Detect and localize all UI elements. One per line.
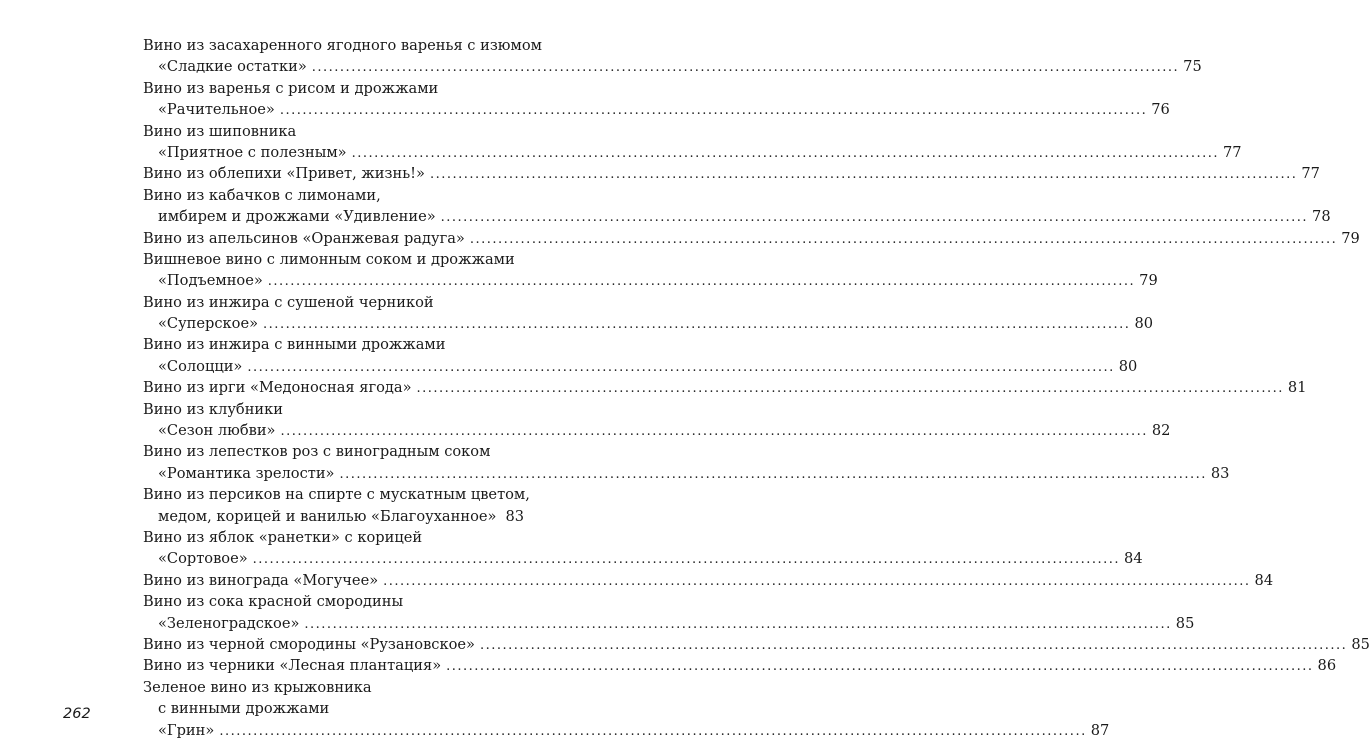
toc-entry-title-line: Вишневое вино с лимонным соком и дрожжами <box>143 250 515 268</box>
toc-page-number: 80 <box>1134 315 1154 333</box>
toc-entry-title-line: Вино из облепихи «Привет, жизнь!» <box>143 165 425 183</box>
toc-page-number: 76 <box>1151 101 1170 119</box>
toc-page-number: 83 <box>505 507 525 525</box>
toc-page-number: 84 <box>1124 550 1143 568</box>
toc-page-number: 80 <box>1118 357 1138 375</box>
toc-entry-title-line: «Рачительное» <box>158 101 275 119</box>
toc-page-number: 77 <box>1301 165 1320 183</box>
toc-entry-11 <box>143 399 1171 442</box>
dot-leader <box>441 207 1308 228</box>
dot-leader <box>253 549 1120 570</box>
toc-entry-title-line: Вино из инжира с сушеной черникой <box>143 293 434 311</box>
toc-entry-title-line: Вино из черной смородины «Рузановское» <box>143 635 475 653</box>
dot-leader <box>383 571 1250 592</box>
dot-leader <box>339 464 1206 485</box>
toc-entry-title-line: «Романтика зрелости» <box>158 464 335 482</box>
toc-entry-title-line: Вино из варенья с рисом и дрожжами <box>143 79 439 97</box>
toc-entry-title-line: медом, корицей и ванилью «Благоуханное» <box>158 507 497 525</box>
toc-entry-title-line: с винными дрожжами <box>158 700 330 718</box>
table-of-contents <box>143 35 1370 741</box>
toc-page-number: 85 <box>1175 614 1195 632</box>
toc-entry-13 <box>143 484 530 527</box>
toc-page-number: 79 <box>1139 272 1158 290</box>
toc-entry-title-line: Вино из кабачков с лимонами, <box>143 186 381 204</box>
toc-entry-title-line: Вино из черники «Лесная плантация» <box>143 657 442 675</box>
toc-page-number: 83 <box>1210 464 1230 482</box>
dot-leader <box>247 357 1114 378</box>
dot-leader <box>304 614 1171 635</box>
toc-entry-19 <box>143 677 1110 741</box>
toc-entry-title-line: Вино из клубники <box>143 400 283 418</box>
toc-entry-9 <box>143 334 1138 377</box>
toc-page-number: 84 <box>1254 571 1274 589</box>
toc-entry-4 <box>143 163 1320 184</box>
toc-entry-14 <box>143 527 1143 570</box>
dot-leader <box>263 314 1130 335</box>
toc-entry-title-line: Вино из яблок «ранетки» с корицей <box>143 528 423 546</box>
toc-page-number: 79 <box>1341 229 1360 247</box>
toc-entry-8 <box>143 292 1154 335</box>
toc-entry-title-line: имбирем и дрожжами «Удивление» <box>158 208 436 226</box>
toc-entry-2 <box>143 78 1170 121</box>
toc-entry-title-line: Вино из засахаренного ягодного варенья с изюмом <box>143 37 542 54</box>
toc-entry-title-line: Вино из апельсинов «Оранжевая радуга» <box>143 229 465 247</box>
toc-entry-5 <box>143 185 1331 228</box>
toc-entry-18 <box>143 655 1337 676</box>
dot-leader <box>446 656 1313 677</box>
toc-page-number: 77 <box>1223 143 1242 161</box>
toc-entry-title-line: Вино из персиков на спирте с мускатным цветом, <box>143 486 530 504</box>
toc-page-number: 82 <box>1151 422 1171 440</box>
dot-leader <box>430 164 1297 185</box>
toc-entry-title-line: «Приятное с полезным» <box>158 143 347 161</box>
dot-leader <box>352 143 1219 164</box>
toc-entry-title-line: Вино из лепестков роз с виноградным соком <box>143 443 491 461</box>
toc-page-number: 81 <box>1287 379 1307 397</box>
toc-entry-10 <box>143 377 1307 398</box>
dot-leader <box>417 378 1284 399</box>
toc-entry-title-line: Вино из винограда «Могучее» <box>143 571 379 589</box>
toc-entry-7 <box>143 249 1158 292</box>
dot-leader <box>280 100 1147 121</box>
toc-entry-title-line: Вино из инжира с винными дрожжами <box>143 336 446 354</box>
toc-entry-1 <box>143 35 1202 78</box>
dot-leader <box>480 635 1347 656</box>
dot-leader <box>470 229 1337 250</box>
toc-entry-title-line: Вино из ирги «Медоносная ягода» <box>143 379 412 397</box>
dot-leader <box>280 421 1147 442</box>
toc-entry-title-line: «Сезон любви» <box>158 422 276 440</box>
dot-leader <box>219 721 1086 742</box>
toc-entry-17 <box>143 634 1370 655</box>
dot-leader <box>268 271 1135 292</box>
toc-entry-title-line: «Сладкие остатки» <box>158 58 307 76</box>
page-number: 262 <box>63 706 91 722</box>
toc-entry-3 <box>143 121 1242 164</box>
toc-page-number: 75 <box>1183 58 1202 76</box>
toc-entry-12 <box>143 441 1230 484</box>
toc-page-number: 87 <box>1090 721 1110 739</box>
toc-page-number: 86 <box>1317 657 1337 675</box>
dot-leader <box>312 57 1179 78</box>
toc-entry-title-line: Вино из шиповника <box>143 122 297 140</box>
toc-entry-title-line: Зеленое вино из крыжовника <box>143 678 372 696</box>
toc-page-number: 85 <box>1351 635 1370 653</box>
toc-entry-6 <box>143 228 1360 249</box>
toc-page-number: 78 <box>1312 208 1331 226</box>
toc-entry-title-line: «Солоцци» <box>158 357 243 375</box>
toc-entry-title-line: «Подъемное» <box>158 272 263 290</box>
toc-entry-title-line: «Сортовое» <box>158 550 248 568</box>
toc-entry-16 <box>143 591 1195 634</box>
toc-entry-title-line: «Суперское» <box>158 315 259 333</box>
toc-entry-15 <box>143 570 1274 591</box>
toc-entry-title-line: «Грин» <box>158 721 215 739</box>
toc-entry-title-line: «Зеленоградское» <box>158 614 300 632</box>
toc-entry-title-line: Вино из сока красной смородины <box>143 593 404 611</box>
